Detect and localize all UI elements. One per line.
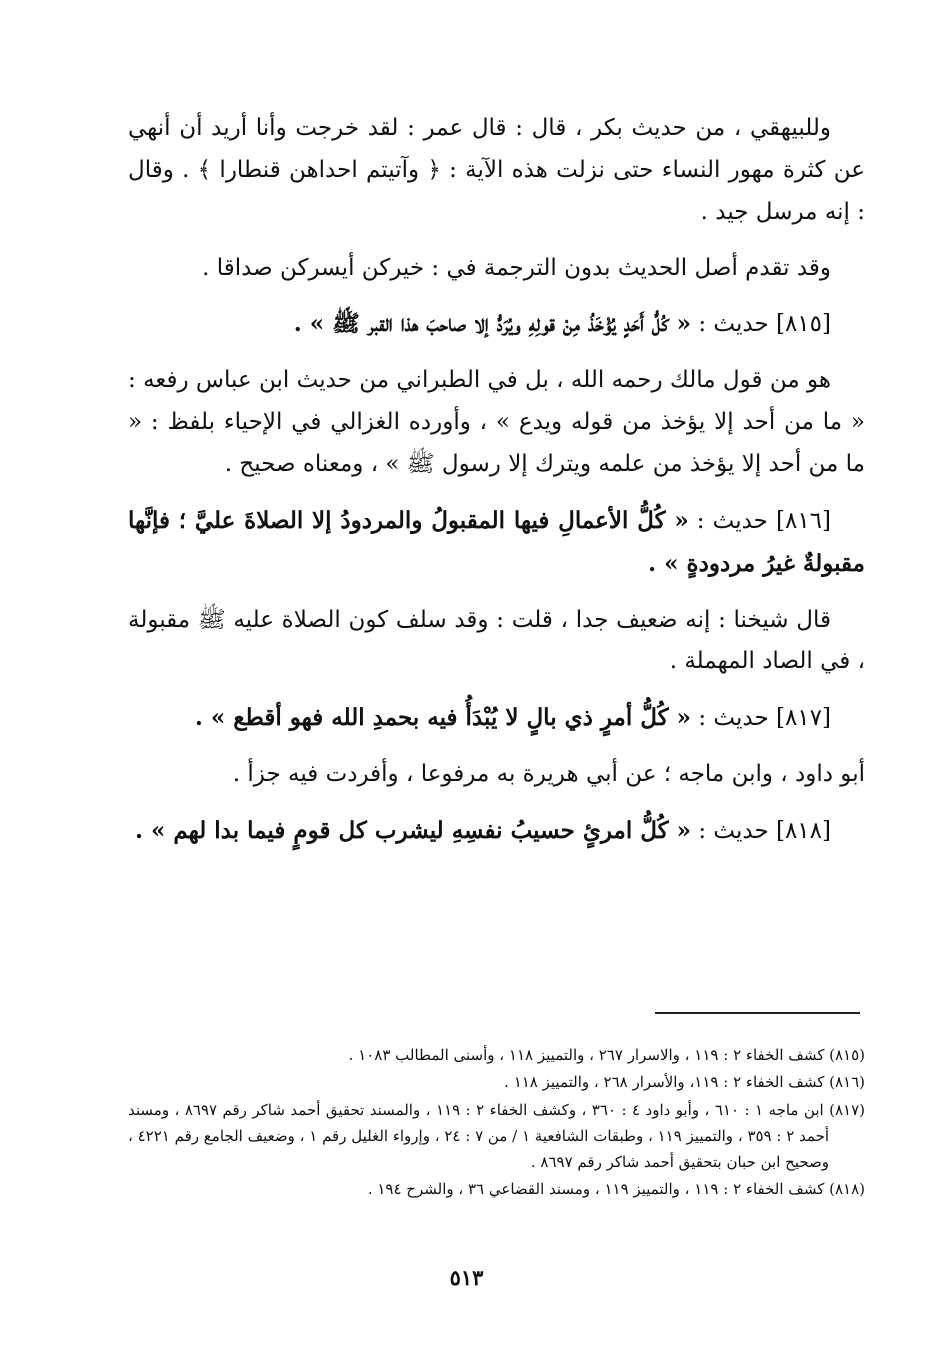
hadith-816 [128, 500, 865, 586]
hadith-number: [٨١٦] حديث : [696, 507, 832, 534]
footnote-divider [655, 1012, 860, 1014]
footnote-817: (٨١٧) ابن ماجه ١ : ٦١٠ ، وأبو داود ٤ : ٣٦٠ ، وكشف الخفاء ٢ : ١١٩ ، والمسند تحقيق أحمد شاكر رقم ٨٦٩٧ ، ومسند أحمد ٢ : ٣٥٩ ، والتمييز ١١٩ ، وطبقات الشافعية ١ / من ٧ : ٢٤ ، وإرواء الغليل رقم ١ ، وضعيف الجامع رقم ٤٢٢١ ، وصحيح ابن حبان بتحقيق أحمد شاكر رقم ٨٦٩٧ . [128, 1100, 866, 1171]
hadith-number: [٨١٨] حديث : [698, 818, 831, 845]
hadith-text: « كُلُّ أَحَدٍ يُؤْخَذُ مِنْ قولِهِ ويُرَدُّ إلا صاحبَ هذا القبر ﷺ » . [293, 310, 692, 338]
paragraph-shaykh: قال شيخنا : إنه ضعيف جدا ، قلت : وقد سلف كون الصلاة عليه ﷺ مقبولة ، في الصاد المهملة . [128, 606, 865, 675]
hadith-number: [٨١٥] حديث : [698, 311, 831, 338]
hadith-text: « كُلُّ امرئٍ حسيبُ نفسِهِ ليشرب كل قومٍ فيما بدا لهم » . [134, 817, 692, 845]
hadith-number: [٨١٧] حديث : [698, 705, 831, 732]
paragraph-bayhaqi: وللبيهقي ، من حديث بكر ، قال : قال عمر : لقد خرجت وأنا أريد أن أنهي عن كثرة مهور النساء حتى نزلت هذه الآية : ﴿ وآتيتم احداهن قنطارا ﴾ . وقال : إنه مرسل جيد . [128, 115, 865, 225]
footnote-816: (٨١٦) كشف الخفاء ٢ : ١١٩، والأسرار ٢٦٨ ، والتمييز ١١٨ . [504, 1073, 865, 1092]
paragraph-abudawud: أبو داود ، وابن ماجه ؛ عن أبي هريرة به مرفوعا ، وأفردت فيه جزأ . [232, 761, 865, 788]
hadith-817 [128, 697, 865, 740]
hadith-818 [128, 810, 865, 853]
footnote-818: (٨١٨) كشف الخفاء ٢ : ١١٩ ، والتمييز ١١٩ ، ومسند القضاعي ٣٦ ، والشرح ١٩٤ . [367, 1180, 865, 1199]
paragraph-malik: هو من قول مالك رحمه الله ، بل في الطبراني من حديث ابن عباس رفعه : « ما من أحد إلا يؤخذ من قوله ويدع » ، وأورده الغزالي في الإحياء بلفظ : « ما من أحد إلا يؤخذ من علمه ويترك إلا رسول ﷺ » ، ومعناه صحيح . [128, 367, 865, 478]
footnote-815: (٨١٥) كشف الخفاء ٢ : ١١٩ ، والاسرار ٢٦٧ ، والتمييز ١١٨ ، وأسنى المطالب ١٠٨٣ . [348, 1046, 865, 1064]
paragraph-earlier-mention: وقد تقدم أصل الحديث بدون الترجمة في : خيركن أيسركن صداقا . [202, 254, 831, 281]
page-number: ٥١٣ [449, 1265, 484, 1290]
hadith-815 [128, 303, 865, 346]
hadith-text: « كُلُّ الأعمالِ فيها المقبولُ والمردودُ إلا الصلاةَ عليَّ ؛ فإنَّها مقبولةٌ غيرُ مردودةٍ » . [128, 506, 865, 577]
hadith-text: « كُلُّ أمرٍ ذي بالٍ لا يُبْدَأُ فيه بحمدِ الله فهو أقطع » . [194, 704, 692, 732]
main-text [128, 108, 865, 867]
footnotes [128, 1042, 865, 1204]
